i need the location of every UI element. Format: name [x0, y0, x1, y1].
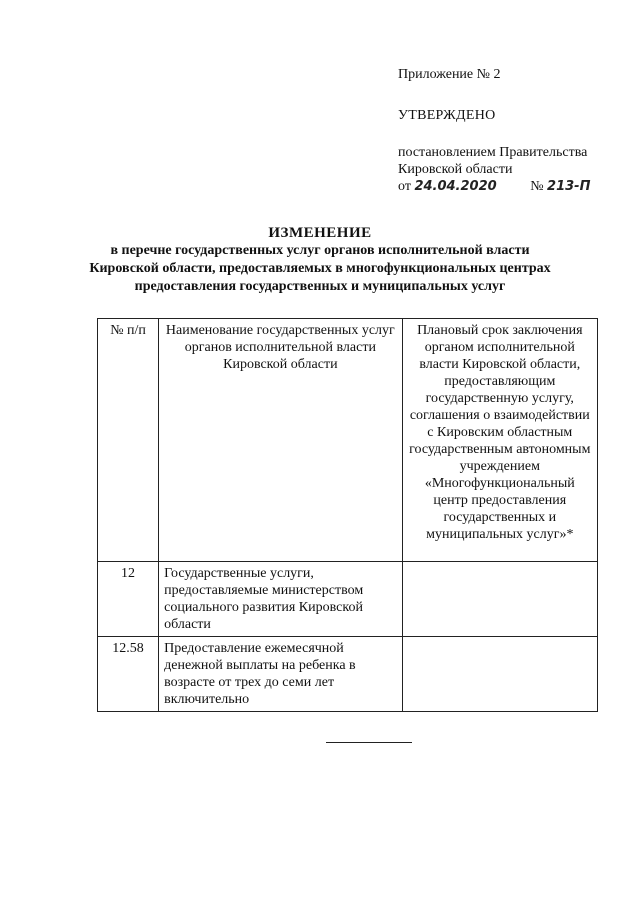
handwritten-number: 213-П — [547, 179, 591, 194]
row-num: 12 — [98, 562, 159, 637]
title-line-2: Кировской области, предоставляемых в многофункциональных центрах — [89, 261, 551, 276]
table-row — [98, 562, 598, 637]
header-num: № п/п — [98, 319, 159, 562]
footer-divider — [326, 742, 412, 743]
title-main: ИЗМЕНЕНИЕ — [268, 225, 372, 241]
resolution-line-1: постановлением Правительства — [398, 145, 588, 160]
row-term — [402, 637, 597, 712]
header-term: Плановый срок заключения органом исполнительной власти Кировской области, предоставляющим государственную услугу, соглашения о взаимодействии с Кировским областным государственным автономным учреждением «Многофункциональный центр предоставления государственных и муниципальных услуг»* — [402, 319, 597, 562]
title-line-1: в перечне государственных услуг органов исполнительной власти — [110, 243, 530, 258]
title-line-3: предоставления государственных и муниципальных услуг — [134, 279, 506, 294]
resolution-date-line — [398, 178, 628, 195]
resolution-line-2: Кировской области — [398, 162, 513, 177]
resolution-block — [398, 144, 628, 195]
row-num: 12.58 — [98, 637, 159, 712]
approved-label: УТВЕРЖДЕНО — [398, 108, 496, 123]
row-term — [402, 562, 597, 637]
table-header-row — [98, 319, 598, 562]
table-row — [98, 637, 598, 712]
annex-label: Приложение № 2 — [398, 67, 501, 82]
date-prefix: от — [398, 179, 411, 194]
header-name: Наименование государственных услуг органов исполнительной власти Кировской области — [159, 319, 402, 562]
services-table — [97, 318, 598, 712]
row-name: Предоставление ежемесячной денежной выплаты на ребенка в возрасте от трех до семи лет включительно — [159, 637, 402, 712]
number-prefix: № — [530, 179, 544, 194]
document-title — [60, 224, 580, 296]
handwritten-date: 24.04.2020 — [414, 179, 497, 194]
approval-header — [398, 66, 628, 195]
row-name: Государственные услуги, предоставляемые министерством социального развития Кировской области — [159, 562, 402, 637]
